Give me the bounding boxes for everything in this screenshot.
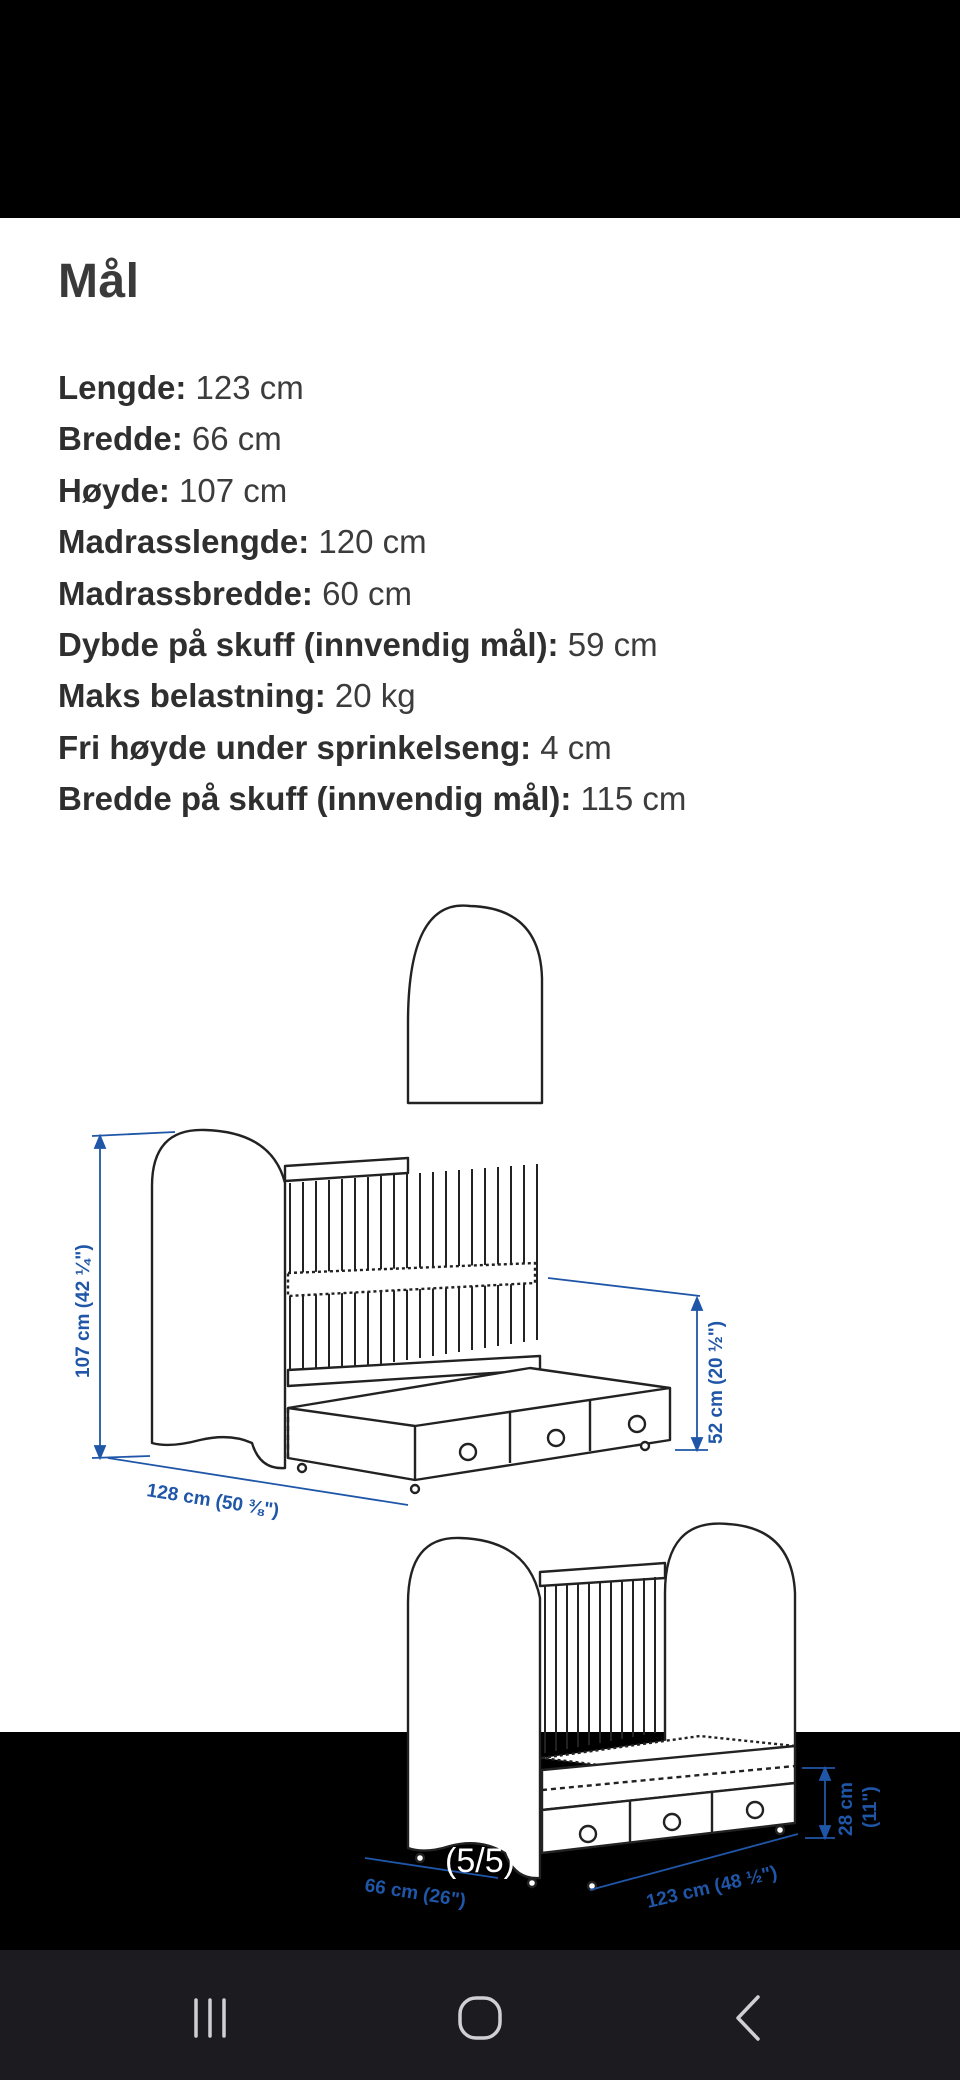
dim-label-drawer-height: 52 cm (20 ½") xyxy=(706,1320,727,1444)
spec-value: 115 cm xyxy=(571,780,687,818)
home-icon[interactable] xyxy=(435,1978,525,2058)
spec-value: 4 cm xyxy=(531,728,612,766)
crib2-headboard-front xyxy=(408,1538,540,1878)
spec-row xyxy=(58,465,686,516)
crib-rail xyxy=(285,1158,408,1181)
crib2-headboard-back xyxy=(665,1524,795,1758)
spec-label: Høyde: xyxy=(58,471,170,509)
back-icon[interactable] xyxy=(705,1978,795,2058)
spec-label: Maks belastning: xyxy=(58,677,326,715)
dim-label-small-height-inches: (11") xyxy=(860,1786,881,1828)
spec-label: Madrassbredde: xyxy=(58,574,313,612)
spec-label: Madrasslengde: xyxy=(58,523,310,561)
top-bar xyxy=(0,0,960,218)
image-counter: (5/5) xyxy=(445,1842,515,1880)
system-nav-bar xyxy=(0,1950,960,2080)
spec-row xyxy=(58,773,686,824)
spec-list xyxy=(58,362,686,825)
spec-value: 60 cm xyxy=(312,574,412,612)
spec-row xyxy=(58,568,686,619)
spec-value: 20 kg xyxy=(325,677,416,715)
spec-label: Lengde: xyxy=(58,369,187,406)
spec-value: 59 cm xyxy=(558,626,658,664)
spec-value: 120 cm xyxy=(309,523,427,561)
dim-label-height: 107 cm (42 ¼") xyxy=(73,1244,94,1378)
spec-value: 123 cm xyxy=(186,369,304,406)
dim-label-small-height: 28 cm xyxy=(836,1782,857,1836)
section-title: Mål xyxy=(58,255,140,308)
spec-row xyxy=(58,362,686,413)
recents-icon[interactable] xyxy=(165,1978,255,2058)
spec-row xyxy=(58,413,686,464)
spec-label: Bredde på skuff (innvendig mål): xyxy=(58,780,572,818)
spec-label: Bredde: xyxy=(58,420,183,458)
crib2-slats xyxy=(545,1577,655,1753)
spec-row xyxy=(58,516,686,567)
spec-row xyxy=(58,722,686,773)
dim-label-width-bottom: 66 cm (26") xyxy=(363,1875,468,1912)
spec-label: Fri høyde under sprinkelseng: xyxy=(58,728,532,766)
spec-row xyxy=(58,670,686,721)
spec-value: 107 cm xyxy=(169,471,288,509)
crib-headboard-back xyxy=(408,906,542,1103)
spec-label: Dybde på skuff (innvendig mål): xyxy=(58,626,559,664)
dim-label-depth-top: 128 cm (50 ⅜") xyxy=(145,1480,281,1522)
crib-drawer xyxy=(288,1368,670,1480)
dim-label-length-bottom: 123 cm (48 ½") xyxy=(644,1862,780,1913)
spec-value: 66 cm xyxy=(182,420,282,458)
spec-row xyxy=(58,619,686,670)
crib-headboard-front xyxy=(152,1130,285,1468)
